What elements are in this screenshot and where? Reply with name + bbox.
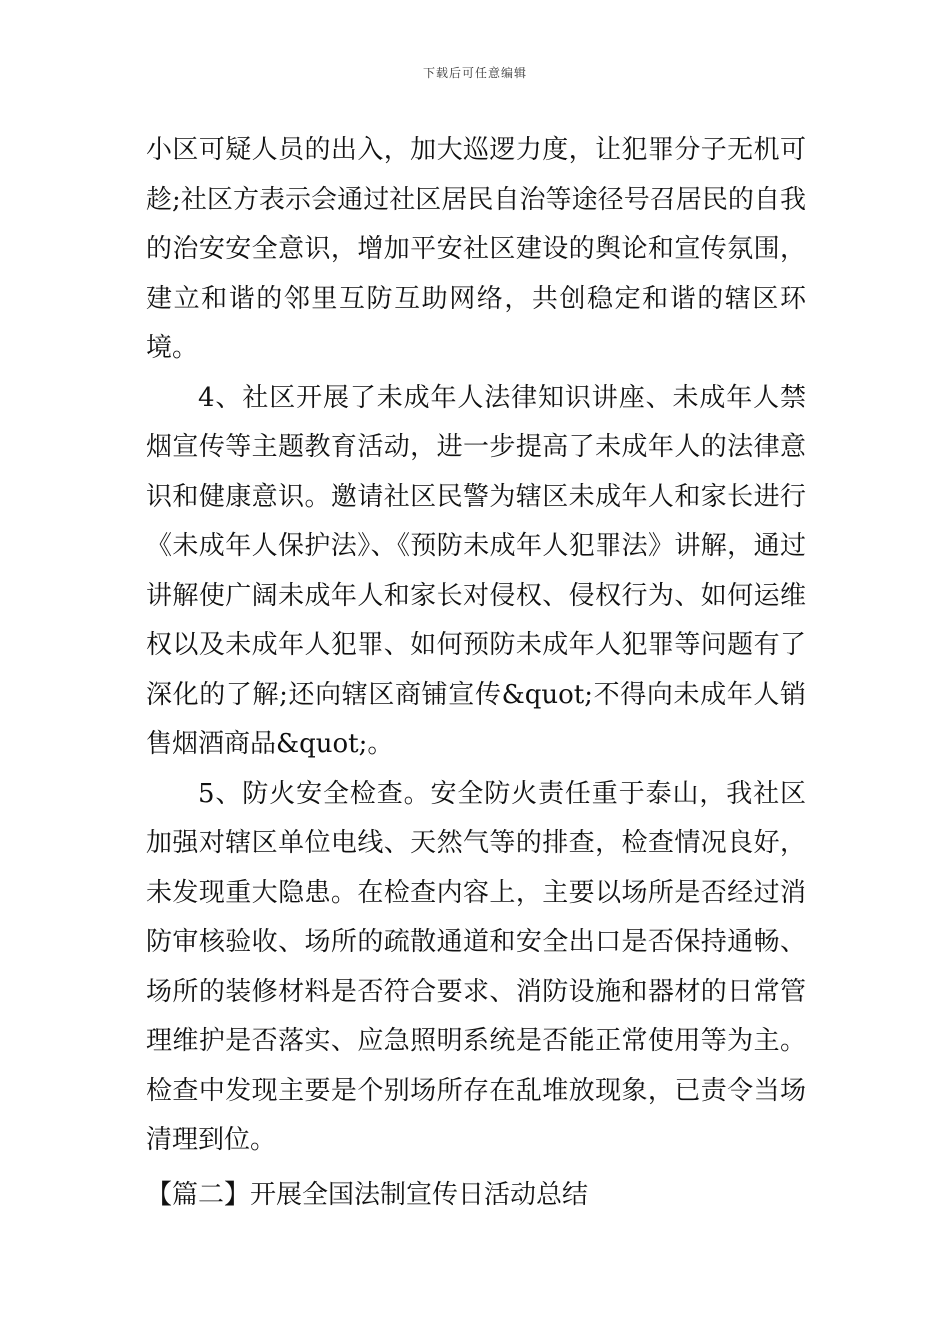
paragraph-continuation: 小区可疑人员的出入，加大巡逻力度，让犯罪分子无机可趁;社区方表示会通过社区居民自治等途径号召居民的自我的治安安全意识，增加平安社区建设的舆论和宣传氛围，建立和谐的邻里互防互助网络，共创稳定和谐的辖区环境。 — [146, 135, 806, 363]
section-title: 【篇二】开展全国法制宣传日活动总结 — [146, 1180, 589, 1210]
document-body — [146, 126, 806, 1166]
page-header: 下载后可任意编辑 — [422, 66, 527, 80]
paragraph-item-5: 5、防火安全检查。安全防火责任重于泰山，我社区加强对辖区单位电线、天然气等的排查，检查情况良好，未发现重大隐患。在检查内容上，主要以场所是否经过消防审核验收、场所的疏散通道和安全出口是否保持通畅、场所的装修材料是否符合要求、消防设施和器材的日常管理维护是否落实、应急照明系统是否能正常使用等为主。检查中发现主要是个别场所存在乱堆放现象，已责令当场清理到位。 — [146, 778, 806, 1155]
paragraph-item-4: 4、社区开展了未成年人法律知识讲座、未成年人禁烟宣传等主题教育活动，进一步提高了未成年人的法律意识和健康意识。邀请社区民警为辖区未成年人和家长进行《未成年人保护法》、《预防未成年人犯罪法》讲解，通过讲解使广阔未成年人和家长对侵权、侵权行为、如何运维权以及未成年人犯罪、如何预防未成年人犯罪等问题有了深化的了解;还向辖区商铺宣传&quot;不得向未成年人销售烟酒商品&quot;。 — [146, 382, 806, 759]
